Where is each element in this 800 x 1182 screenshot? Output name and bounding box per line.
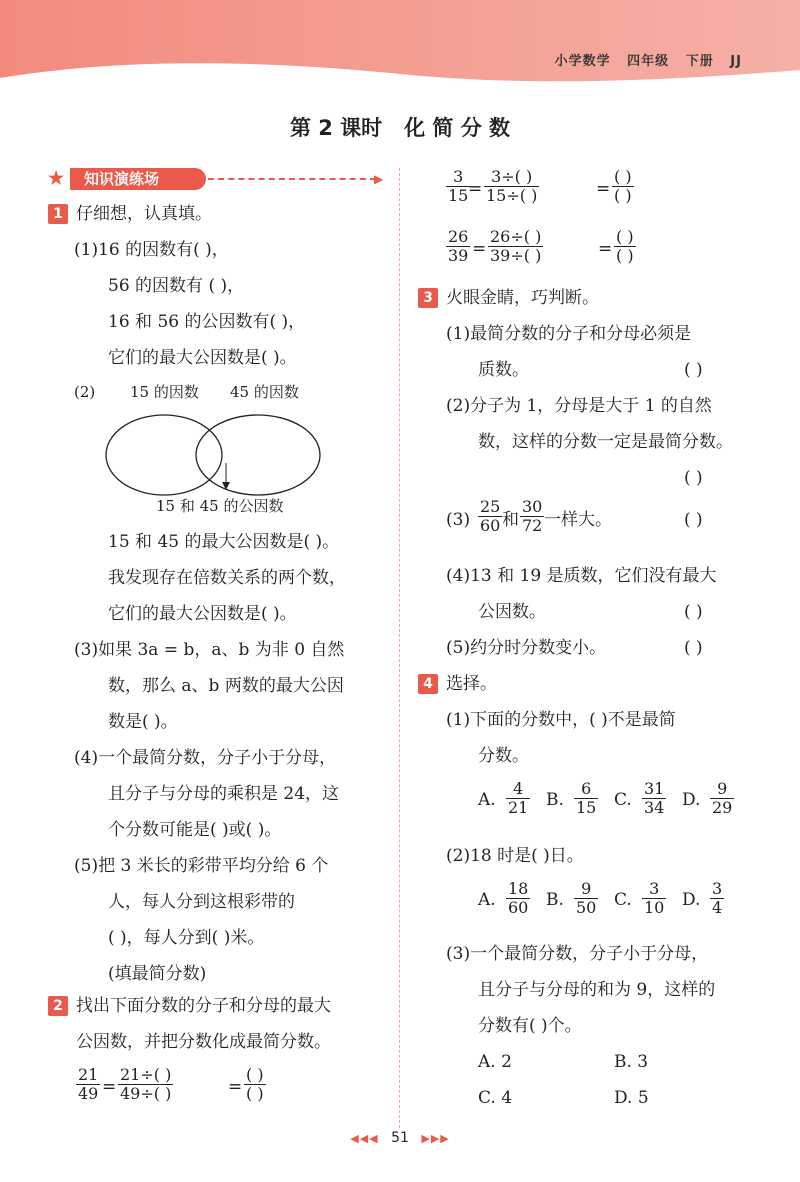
fraction-blank-division: $\frac{26\div( )}{39\div( )}$ — [490, 227, 542, 265]
option-c-fraction: $\frac{3}{10}$ — [644, 879, 665, 917]
answer-paren: ( ) — [684, 360, 703, 380]
fraction-30-72: $\frac{30}{72}$ — [522, 497, 543, 535]
option-a: A. 2 — [478, 1052, 512, 1072]
q3-2-line1: (2)分子为 1，分母是大于 1 的自然 — [446, 396, 712, 416]
venn-label-45: 45 的因数 — [230, 383, 299, 401]
q1-4-line3: 个分数可能是( )或( )。 — [108, 820, 282, 840]
fraction-21-49: $\frac{21}{49}$ — [78, 1065, 99, 1103]
arrow-right-icon: ▶ — [374, 172, 384, 186]
option-a-fraction: $\frac{4}{21}$ — [508, 779, 529, 817]
page-number: 51 — [391, 1130, 409, 1146]
q3-5-line1: (5)约分时分数变小。 — [446, 638, 607, 658]
q1-3-line3: 数是( )。 — [108, 712, 178, 732]
q3-3-line: (3) $\frac{25}{60}$ 和 $\frac{30}{72}$ 一样大。 ( ) — [446, 497, 703, 535]
answer-paren: ( ) — [684, 468, 703, 488]
answer-paren: ( ) — [684, 602, 703, 622]
q4-1-line2: 分数。 — [478, 746, 529, 766]
question-badge-1: 1 — [48, 204, 68, 224]
simplify-row-3-15: $\frac{3}{15}$ = $\frac{3\div( )}{15\div( )}$ = ( ) ( ) — [448, 167, 632, 205]
q1-3-line1: (3)如果 3a = b，a、b 为非 0 自然 — [74, 640, 345, 660]
q1-3-line2: 数，那么 a、b 两数的最大公因 — [108, 676, 344, 696]
book-info: 小学数学 四年级 下册 JJ — [554, 54, 742, 69]
q1-2-line3: 它们的最大公因数是( )。 — [108, 604, 297, 624]
banner-label: 知识演练场 — [70, 168, 206, 190]
fraction-blank-result: ( ) ( ) — [614, 167, 632, 205]
q1-1-line4: 它们的最大公因数是( )。 — [108, 348, 297, 368]
option-b-fraction: $\frac{9}{50}$ — [576, 879, 597, 917]
page-footer — [0, 1130, 800, 1146]
option-c-fraction: $\frac{31}{34}$ — [644, 779, 665, 817]
star-icon: ★ — [48, 168, 65, 189]
q3-1-line1: (1)最简分数的分子和分母必须是 — [446, 324, 692, 344]
option-d: D. 5 — [614, 1088, 649, 1108]
q4-1-line1: (1)下面的分数中，( )不是最简 — [446, 710, 676, 730]
q1-4-line2: 且分子与分母的乘积是 24，这 — [108, 784, 340, 804]
q4-3-line2: 且分子与分母的和为 9，这样的 — [478, 980, 716, 1000]
fraction-blank-division: $\frac{21\div( )}{49\div( )}$ — [120, 1065, 172, 1103]
question-badge-2: 2 — [48, 996, 68, 1016]
q2-heading-line1: 找出下面分数的分子和分母的最大 — [76, 996, 331, 1016]
q4-2-options: A. $\frac{18}{60}$ B. $\frac{9}{50}$ C. $\frac{3}{10}$ D. $\frac{3}{4}$ — [478, 879, 723, 917]
fraction-3-15: $\frac{3}{15}$ — [448, 167, 469, 205]
q2-heading-line2: 公因数，并把分数化成最简分数。 — [76, 1032, 331, 1052]
q1-2-line1: 15 和 45 的最大公因数是( )。 — [108, 532, 340, 552]
q1-1-line3: 16 和 56 的公因数有( )， — [108, 312, 306, 332]
venn-common-label: 15 和 45 的公因数 — [156, 497, 284, 515]
q4-3-line3: 分数有( )个。 — [478, 1016, 582, 1036]
fraction-blank-result: ( ) ( ) — [246, 1065, 264, 1103]
option-b: B. 3 — [614, 1052, 649, 1072]
option-d-fraction: $\frac{9}{29}$ — [712, 779, 733, 817]
q3-1-line2: 质数。 — [478, 360, 529, 380]
banner-dash-line — [208, 178, 376, 180]
triangles-left-icon: ◀◀◀ — [350, 1132, 379, 1145]
fraction-blank-division: $\frac{3\div( )}{15\div( )}$ — [486, 167, 538, 205]
q1-2-line2: 我发现存在倍数关系的两个数， — [108, 568, 346, 588]
question-badge-3: 3 — [418, 288, 438, 308]
q1-5-line4: (填最简分数) — [108, 964, 207, 984]
answer-paren: ( ) — [684, 638, 703, 658]
column-divider — [399, 168, 400, 1128]
q3-4-line2: 公因数。 — [478, 602, 546, 622]
page-title: 第 2 课时 化 简 分 数 — [289, 116, 511, 140]
header-wave-graphic — [0, 0, 800, 95]
option-a-fraction: $\frac{18}{60}$ — [508, 879, 529, 917]
q1-heading: 仔细想，认真填。 — [76, 204, 212, 224]
simplify-row-21-49: $\frac{21}{49}$ = $\frac{21\div( )}{49\div( )}$ = ( ) ( ) — [78, 1065, 264, 1103]
question-badge-4: 4 — [418, 674, 438, 694]
q1-5-line3: ( )，每人分到( )米。 — [108, 928, 265, 948]
q1-2-label: (2) — [74, 383, 96, 401]
fraction-26-39: $\frac{26}{39}$ — [448, 227, 469, 265]
q4-heading: 选择。 — [446, 674, 497, 694]
q1-4-line1: (4)一个最简分数，分子小于分母， — [74, 748, 337, 768]
venn-diagram — [104, 408, 354, 508]
q3-4-line1: (4)13 和 19 是质数，它们没有最大 — [446, 566, 717, 586]
triangles-right-icon: ▶▶▶ — [421, 1132, 450, 1145]
q4-3-line1: (3)一个最简分数，分子小于分母， — [446, 944, 709, 964]
q1-1-line2: 56 的因数有 ( )， — [108, 276, 245, 296]
q3-2-line2: 数，这样的分数一定是最简分数。 — [478, 432, 733, 452]
fraction-blank-result: ( ) ( ) — [616, 227, 634, 265]
page-header-band — [0, 0, 800, 95]
option-b-fraction: $\frac{6}{15}$ — [576, 779, 597, 817]
q1-5-line2: 人，每人分到这根彩带的 — [108, 892, 295, 912]
option-d-fraction: $\frac{3}{4}$ — [712, 879, 723, 917]
q3-heading: 火眼金睛，巧判断。 — [446, 288, 599, 308]
answer-paren: ( ) — [684, 510, 703, 530]
q4-1-options: A. $\frac{4}{21}$ B. $\frac{6}{15}$ C. $\frac{31}{34}$ D. $\frac{9}{29}$ — [478, 779, 733, 817]
venn-label-15: 15 的因数 — [130, 383, 199, 401]
simplify-row-26-39: $\frac{26}{39}$ = $\frac{26\div( )}{39\div( )}$ = ( ) ( ) — [448, 227, 634, 265]
q1-1-line1: (1)16 的因数有( )， — [74, 240, 229, 260]
option-c: C. 4 — [478, 1088, 513, 1108]
fraction-25-60: $\frac{25}{60}$ — [480, 497, 501, 535]
q1-5-line1: (5)把 3 米长的彩带平均分给 6 个 — [74, 856, 329, 876]
q4-2-line: (2)18 时是( )日。 — [446, 846, 584, 866]
